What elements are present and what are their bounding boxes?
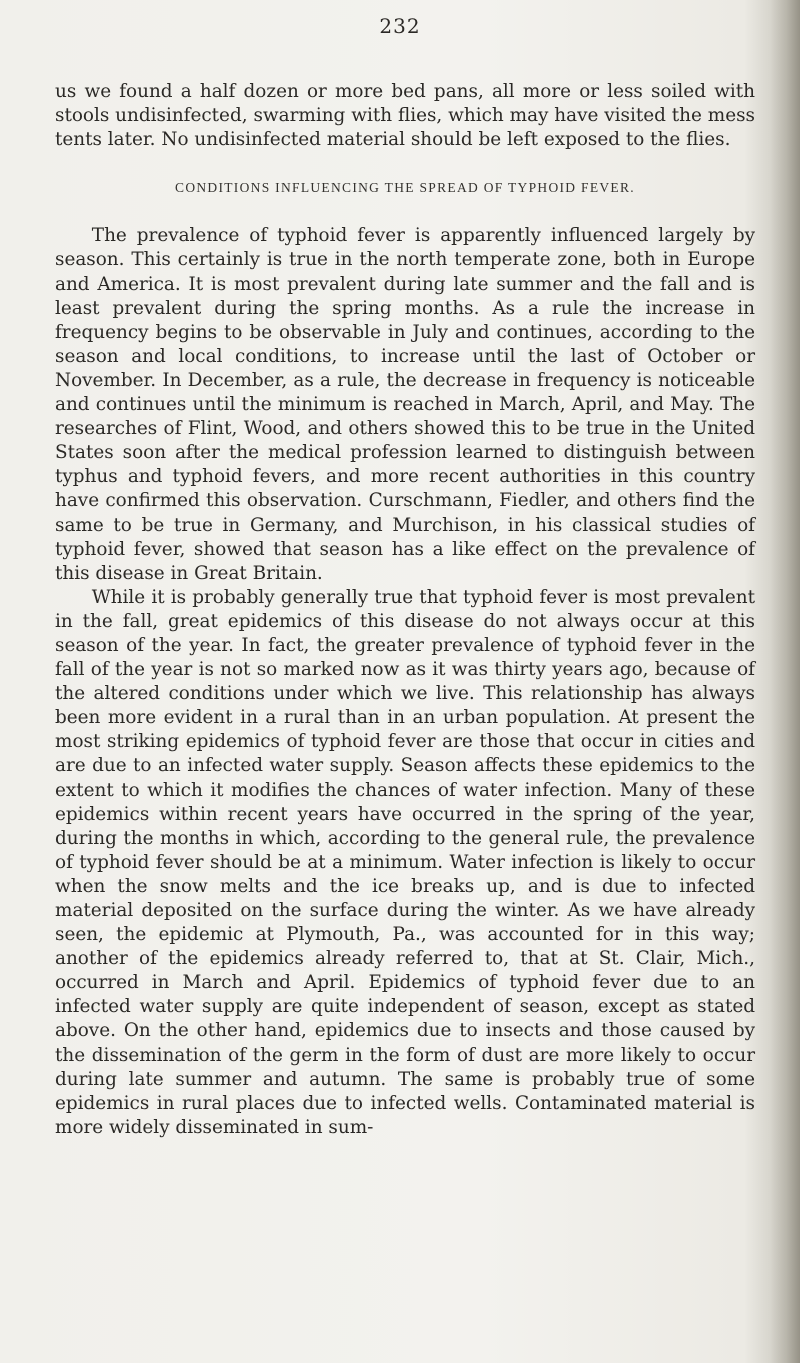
- page-body: [55, 80, 755, 1140]
- page-edge-shadow: [770, 0, 800, 1363]
- paragraph-epidemics: While it is probably generally true that typhoid fever is most prevalent in the fall, great epidemics of this disease do not always occur at this season of the year. In fact, the greater prevalence of typhoid fever in the fall of the year is not so marked now as it was thirty years ago, because of the altered conditions under which we live. This relationship has always been more evident in a rural than in an urban population. At present the most striking epidemics of typhoid fever are those that occur in cities and are due to an infected water supply. Season affects these epidemics to the extent to which it modifies the chances of water infection. Many of these epidemics within recent years have occurred in the spring of the year, during the months in which, according to the general rule, the prevalence of typhoid fever should be at a minimum. Water infection is likely to occur when the snow melts and the ice breaks up, and is due to infected material deposited on the surface during the winter. As we have already seen, the epidemic at Plymouth, Pa., was accounted for in this way; another of the epidemics already referred to, that at St. Clair, Mich., occurred in March and April. Epidemics of typhoid fever due to an infected water supply are quite independent of season, except as stated above. On the other hand, epidemics due to insects and those caused by the dissemination of the germ in the form of dust are more likely to occur during late summer and autumn. The same is probably true of some epidemics in rural places due to infected wells. Contaminated material is more widely disseminated in sum-: [55, 586, 755, 1138]
- opening-paragraph: us we found a half dozen or more bed pans, all more or less soiled with stools undisinfected, swarming with flies, which may have visited the mess tents later. No undisinfected material should be left exposed to the flies.: [55, 81, 755, 151]
- paragraph-seasonal-prevalence: The prevalence of typhoid fever is apparently influenced largely by season. This certainly is true in the north temperate zone, both in Europe and America. It is most prevalent during late summer and the fall and is least prevalent during the spring months. As a rule the increase in frequency begins to be observable in July and continues, according to the season and local conditions, to increase until the last of October or November. In December, as a rule, the decrease in frequency is noticeable and continues until the minimum is reached in March, April, and May. The researches of Flint, Wood, and others showed this to be true in the United States soon after the medical profession learned to distinguish between typhus and typhoid fevers, and more recent authorities in this country have confirmed this observation. Curschmann, Fiedler, and others find the same to be true in Germany, and Murchison, in his classical studies of typhoid fever, showed that season has a like effect on the prevalence of this disease in Great Britain.: [55, 225, 755, 584]
- page-number: 232: [379, 14, 421, 38]
- section-heading: CONDITIONS INFLUENCING THE SPREAD OF TYPHOID FEVER.: [175, 180, 635, 196]
